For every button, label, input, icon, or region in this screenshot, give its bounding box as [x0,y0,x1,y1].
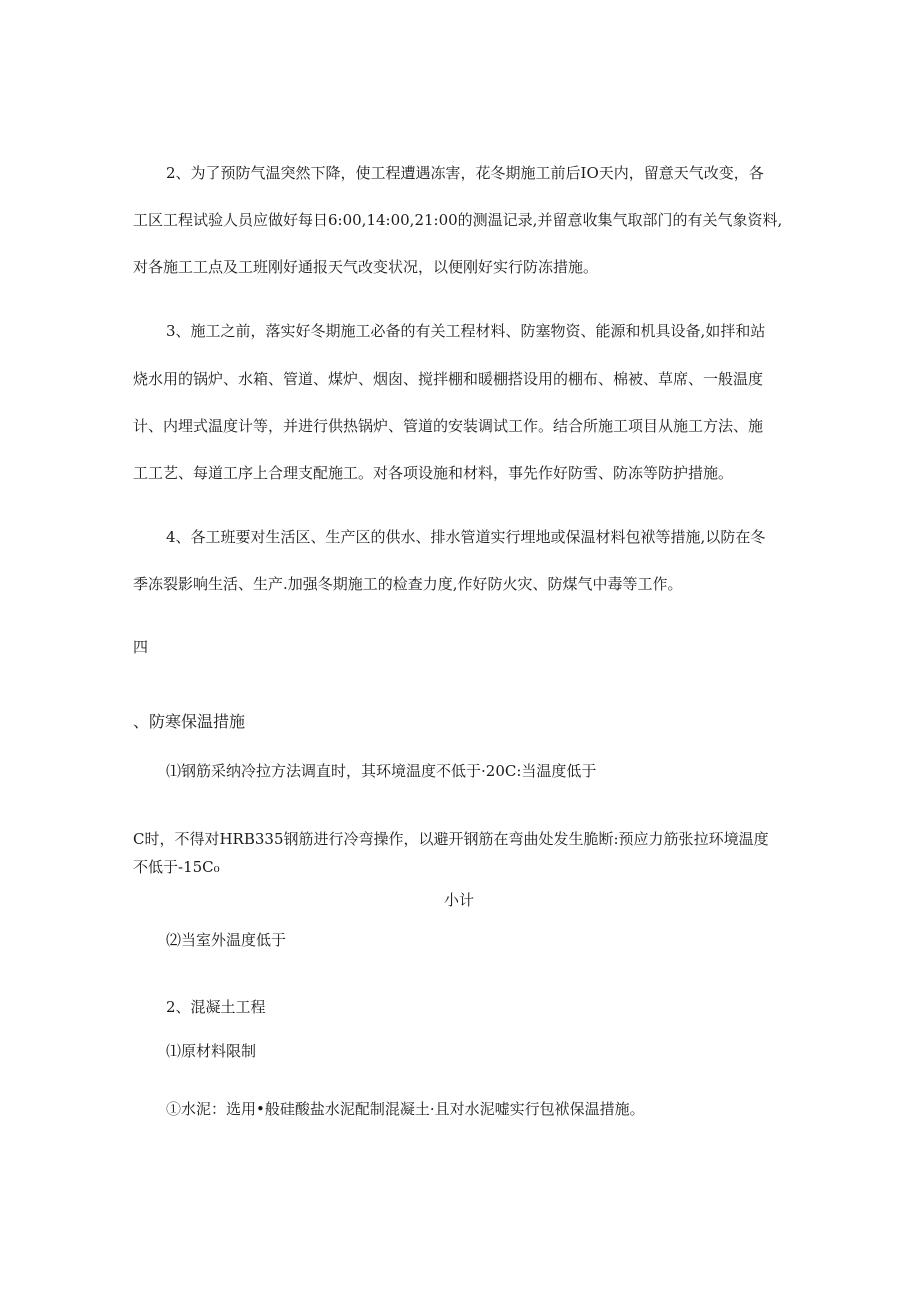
raw-material-control: ⑴原材料限制 [166,1042,257,1060]
paragraph-3-line-2: 烧水用的锅炉、水箱、管道、煤炉、烟囱、搅拌棚和暖棚搭设用的棚布、棉被、草席、一般温度 [133,370,764,388]
item-1-line-2: C时，不得对HRB335钢筋进行冷弯操作，以避开钢筋在弯曲处发生脆断:预应力筋张拉环境温度 [133,830,769,848]
paragraph-2-line-1: 2、为了预防气温突然下降，使工程遭遇冻害，花冬期施工前后IO天内，留意天气改变，各 [166,164,764,182]
cement-item: ①水泥：选用•般硅酸盐水泥配制混凝土·且对水泥嘘实行包袱保温措施。 [166,1100,645,1118]
paragraph-3-line-3: 计、内埋式温度计等，并进行供热锅炉、管道的安装调试工作。结合所施工项目从施工方法、施 [133,417,764,435]
concrete-heading: 2、混凝土工程 [166,998,266,1016]
paragraph-3-line-1: 3、施工之前，落实好冬期施工必备的有关工程材料、防塞物资、能源和机具设备,如拌和站 [166,322,766,340]
paragraph-4-line-2: 季冻裂影响生活、生产.加强冬期施工的检查力度,作好防火灾、防煤气中毒等工作。 [133,575,683,593]
section-number: 四 [133,638,149,656]
item-1-line-3: 不低于-15C₀ [133,858,220,876]
subtotal-label: 小计 [444,891,475,909]
item-1-line-1: ⑴钢筋采纳冷拉方法调直时，其环境温度不低于·20C:当温度低于 [166,762,597,780]
paragraph-4-line-1: 4、各工班要对生活区、生产区的供水、排水管道实行埋地或保温材料包袱等措施,以防在冬 [166,528,766,546]
item-2: ⑵当室外温度低于 [166,931,287,949]
paragraph-3-line-4: 工工艺、每道工序上合理支配施工。对各项设施和材料，事先作好防雪、防冻等防护措施。 [133,464,734,482]
paragraph-2-line-3: 对各施工工点及工班刚好通报天气改变状况，以便刚好实行防冻措施。 [133,258,599,276]
section-title: 、防寒保温措施 [133,712,246,731]
paragraph-2-line-2: 工区工程试验人员应做好每日6:00,14:00,21:00的测温记录,并留意收集气取部门的有关气象资料, [133,211,783,229]
